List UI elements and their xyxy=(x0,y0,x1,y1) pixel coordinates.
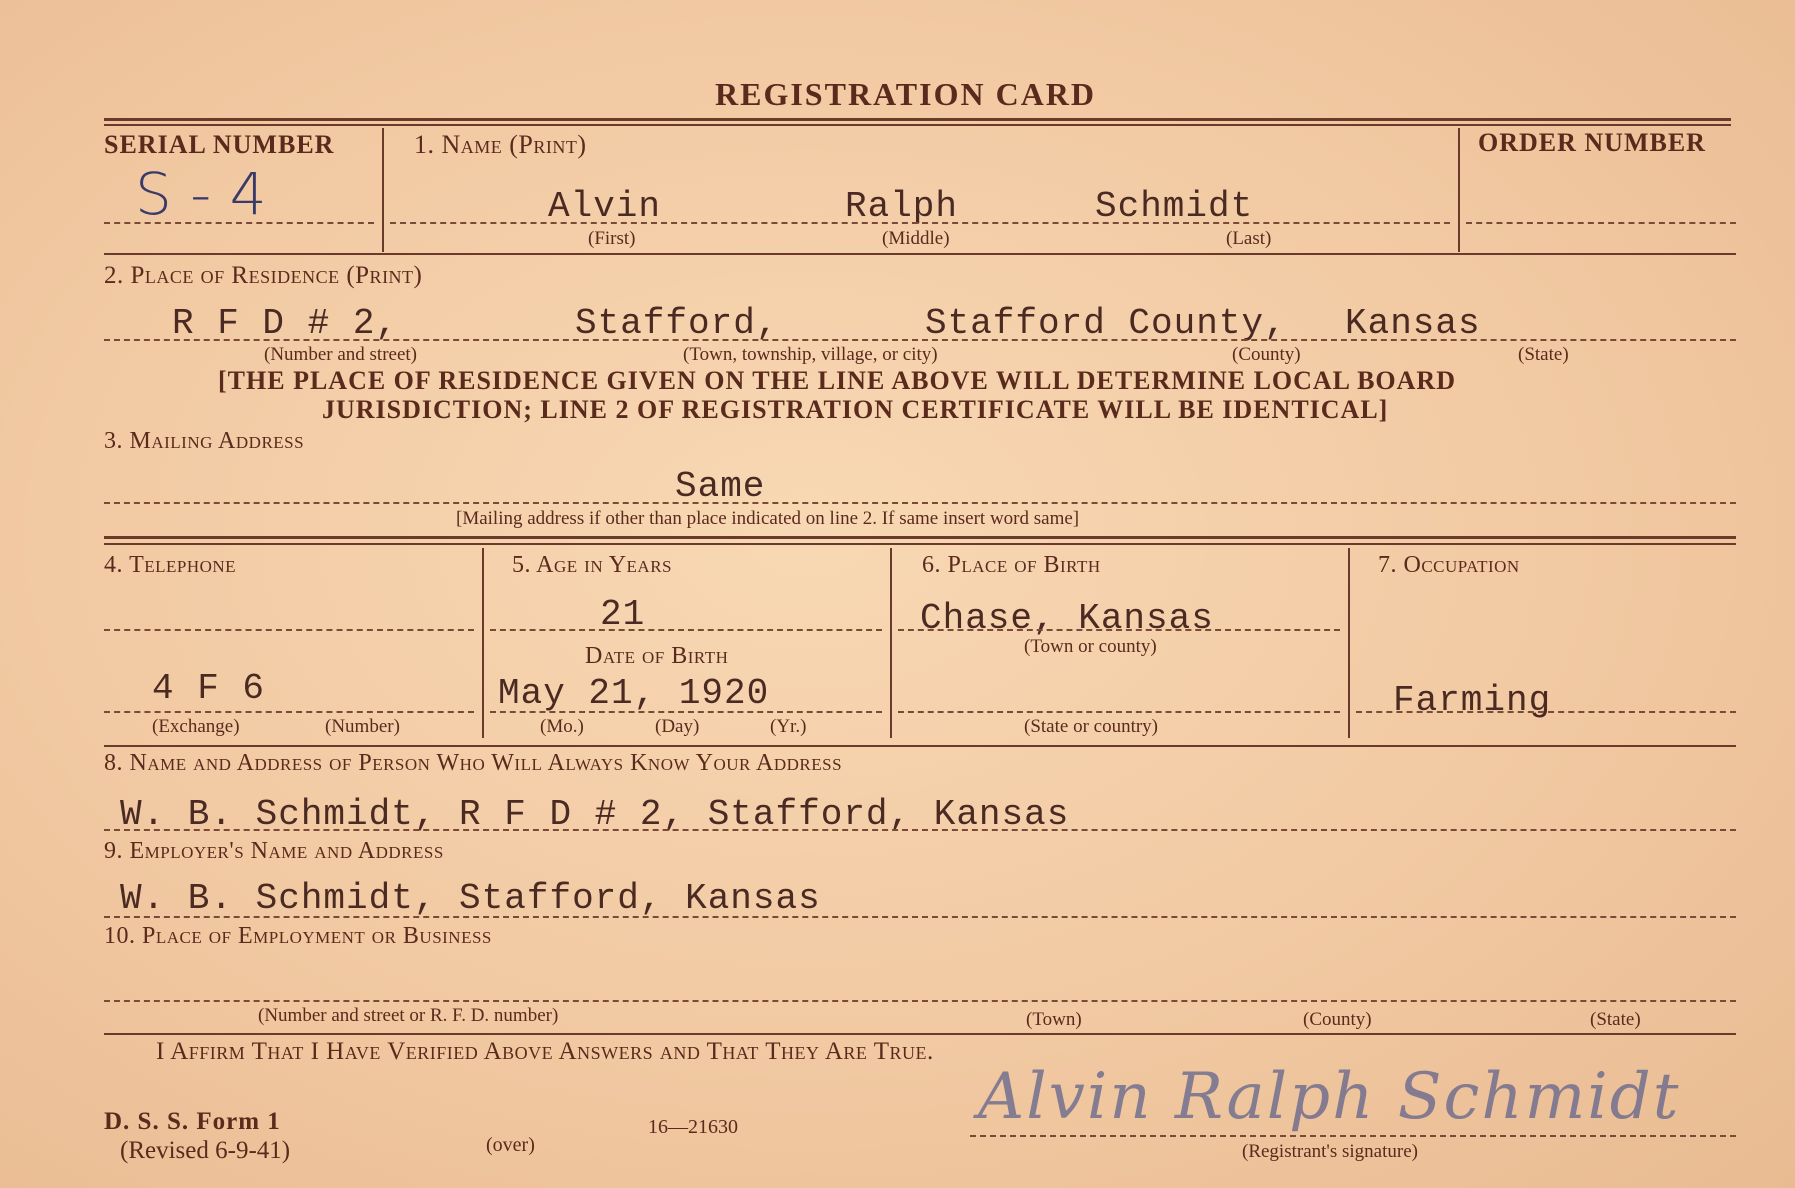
over-note: (over) xyxy=(486,1134,535,1156)
telephone-line-2 xyxy=(104,711,474,713)
contact-value: W. B. Schmidt, R F D # 2, Stafford, Kansas xyxy=(120,794,1070,835)
employment-town-caption: (Town) xyxy=(1026,1009,1082,1030)
age-line xyxy=(490,629,882,631)
employment-label: 10. Place of Employment or Business xyxy=(104,923,492,949)
serial-number-label: SERIAL NUMBER xyxy=(104,130,335,159)
employment-bottom-rule xyxy=(104,1033,1736,1035)
name-line xyxy=(390,222,1450,224)
occupation-value: Farming xyxy=(1393,680,1552,721)
mailing-label: 3. Mailing Address xyxy=(104,428,305,454)
town-caption: (Town, township, village, or city) xyxy=(683,344,938,365)
mailing-value: Same xyxy=(675,466,766,507)
affirmation-text: I Affirm That I Have Verified Above Answers and That They Are True. xyxy=(156,1038,934,1065)
employer-value: W. B. Schmidt, Stafford, Kansas xyxy=(120,878,821,919)
mailing-caption: [Mailing address if other than place indicated on line 2. If same insert word same] xyxy=(456,508,1080,529)
signature-line xyxy=(970,1135,1736,1137)
telephone-value: 4 F 6 xyxy=(152,668,266,709)
contact-label: 8. Name and Address of Person Who Will Always Know Your Address xyxy=(104,750,843,776)
employment-line xyxy=(104,1000,1736,1002)
first-caption: (First) xyxy=(588,228,636,249)
first-name: Alvin xyxy=(548,186,662,227)
divider-5-6 xyxy=(890,548,892,738)
birthplace-label: 6. Place of Birth xyxy=(922,552,1101,578)
dob-label: Date of Birth xyxy=(585,643,729,669)
yr-caption: (Yr.) xyxy=(770,716,807,737)
last-caption: (Last) xyxy=(1226,228,1272,249)
divider-6-7 xyxy=(1348,548,1350,738)
age-label: 5. Age in Years xyxy=(512,552,673,578)
number-caption: (Number) xyxy=(325,716,400,737)
name-label: 1. Name (Print) xyxy=(414,130,587,159)
middle-caption: (Middle) xyxy=(882,228,950,249)
telephone-line-1 xyxy=(104,629,474,631)
card-title: REGISTRATION CARD xyxy=(715,76,1097,112)
serial-number-line xyxy=(104,222,374,224)
last-name: Schmidt xyxy=(1095,186,1254,227)
residence-state: Kansas xyxy=(1345,303,1481,344)
birthplace-value: Chase, Kansas xyxy=(920,598,1214,639)
employer-label: 9. Employer's Name and Address xyxy=(104,838,444,864)
birthplace-state-line xyxy=(898,711,1340,713)
form-revised: (Revised 6-9-41) xyxy=(120,1137,291,1164)
row1-bottom-rule xyxy=(104,253,1736,255)
form-name: D. S. S. Form 1 xyxy=(104,1108,281,1135)
residence-county: Stafford County, xyxy=(925,303,1287,344)
contact-line xyxy=(104,829,1736,831)
serial-number-value: S - 4 xyxy=(135,160,267,228)
order-divider xyxy=(1458,128,1460,252)
dob-line xyxy=(490,711,882,713)
birthplace-state-caption: (State or country) xyxy=(1024,716,1159,737)
state-caption: (State) xyxy=(1518,344,1569,365)
mo-caption: (Mo.) xyxy=(540,716,584,737)
top-rule-inner xyxy=(104,124,1731,126)
dob-value: May 21, 1920 xyxy=(498,673,770,714)
section-rule xyxy=(104,536,1736,539)
birthplace-town-caption: (Town or county) xyxy=(1024,636,1157,657)
occupation-line xyxy=(1356,711,1736,713)
street-caption: (Number and street) xyxy=(264,344,417,365)
section-rule-inner xyxy=(104,543,1736,545)
print-code: 16—21630 xyxy=(648,1116,738,1138)
mailing-line xyxy=(104,502,1736,504)
employer-line xyxy=(104,916,1736,918)
residence-notice-line2: JURISDICTION; LINE 2 OF REGISTRATION CERTIFICATE WILL BE IDENTICAL] xyxy=(322,395,1389,424)
residence-line xyxy=(104,339,1736,341)
age-value: 21 xyxy=(600,594,646,635)
occupation-label: 7. Occupation xyxy=(1378,552,1520,578)
signature-caption: (Registrant's signature) xyxy=(1242,1141,1418,1162)
telephone-label: 4. Telephone xyxy=(104,552,237,578)
residence-notice-line1: [THE PLACE OF RESIDENCE GIVEN ON THE LINE ABOVE WILL DETERMINE LOCAL BOARD xyxy=(218,366,1456,395)
row4-bottom-rule xyxy=(104,745,1736,747)
birthplace-line xyxy=(898,629,1340,631)
middle-name: Ralph xyxy=(845,186,959,227)
order-number-label: ORDER NUMBER xyxy=(1478,128,1706,157)
residence-label: 2. Place of Residence (Print) xyxy=(104,262,423,289)
registrant-signature: Alvin Ralph Schmidt xyxy=(978,1060,1681,1134)
county-caption: (County) xyxy=(1232,344,1301,365)
exchange-caption: (Exchange) xyxy=(152,716,240,737)
day-caption: (Day) xyxy=(655,716,700,737)
residence-street: R F D # 2, xyxy=(172,303,399,344)
top-rule xyxy=(104,118,1731,121)
employment-state-caption: (State) xyxy=(1590,1009,1641,1030)
divider-4-5 xyxy=(482,548,484,738)
employment-street-caption: (Number and street or R. F. D. number) xyxy=(258,1005,559,1026)
order-number-line xyxy=(1466,222,1736,224)
employment-county-caption: (County) xyxy=(1303,1009,1372,1030)
residence-town: Stafford, xyxy=(575,303,779,344)
serial-divider xyxy=(382,128,384,252)
